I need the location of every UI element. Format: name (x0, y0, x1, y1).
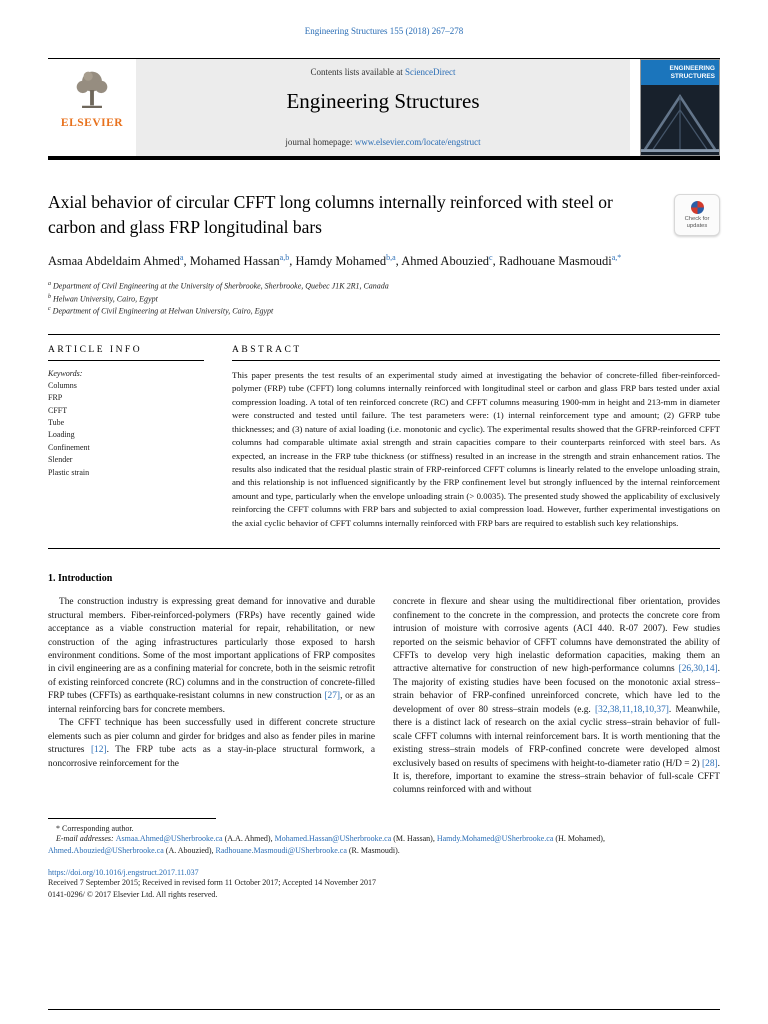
keyword-item: Slender (48, 455, 73, 465)
citation-link[interactable]: [28] (702, 758, 718, 769)
email-link[interactable]: Mohamed.Hassan@USherbrooke.ca (274, 833, 392, 843)
author (295, 254, 401, 268)
affiliation-text: Helwan University, Cairo, Egypt (51, 294, 158, 304)
body-column-right (393, 596, 720, 798)
cover-art-image (641, 85, 719, 155)
author-name: Ahmed Abouzied (401, 253, 490, 268)
article-info-heading: ARTICLE INFO (48, 345, 204, 361)
author-separator: , (289, 253, 296, 268)
doi-link[interactable]: https://doi.org/10.1016/j.engstruct.2017.11.037 (48, 867, 199, 877)
body-column-left (48, 596, 375, 798)
check-for-updates-badge[interactable] (674, 194, 720, 236)
email-owner: (M. Hassan), (391, 833, 437, 843)
elsevier-wordmark: ELSEVIER (60, 117, 124, 129)
keywords-label: Keywords: (48, 368, 83, 378)
contents-prefix: Contents lists available at (310, 67, 405, 77)
elsevier-logo (48, 59, 136, 156)
citation-link[interactable]: [12] (90, 745, 107, 756)
author (48, 254, 190, 268)
email-label: E-mail addresses: (56, 833, 116, 843)
affiliation-ref[interactable]: c (489, 252, 493, 262)
affiliation-marker: a (48, 280, 51, 287)
journal-homepage-link[interactable]: www.elsevier.com/locate/engstruct (354, 137, 481, 147)
abstract-heading: ABSTRACT (232, 345, 720, 361)
article-info-column (48, 345, 204, 530)
journal-cover-thumbnail (640, 59, 720, 156)
title-block (48, 190, 720, 240)
footnote-rule (48, 818, 216, 819)
affiliation (48, 293, 720, 306)
journal-citation: Engineering Structures 155 (2018) 267–278 (304, 26, 464, 36)
affiliation (48, 280, 720, 293)
sciencedirect-link[interactable]: ScienceDirect (405, 67, 456, 77)
keyword-item: Tube (48, 417, 65, 427)
affiliation-ref[interactable]: a,b (279, 252, 290, 262)
author-separator: , (183, 253, 190, 268)
cover-title-line1: ENGINEERING (669, 65, 715, 72)
email-link[interactable]: Radhouane.Masmoudi@USherbrooke.ca (215, 846, 347, 856)
affiliation-ref[interactable]: a (179, 252, 184, 262)
article-history: Received 7 September 2015; Received in revised form 11 October 2017; Accepted 14 November 2017 (48, 877, 377, 887)
abstract-text: This paper presents the test results of an experimental study aimed at investigating the behavior of concrete-filled fiber-reinforced-polymer (FRP) tube (CFFT) long columns internally reinforced with longitudinal steel or carbon and glass FRP bars tested under axial compression loading. A total of ten reinforced concrete (RC) and CFFT columns measuring 1900-mm in height and 213-mm in diameter were constructed and tested until failure. The test parameters were: (1) internal reinforcement type and amount; (2) GFRP tube thicknesses; and (3) nature of axial loading (i.e. monotonic and cyclic). The experimental results showed that the GFRP-reinforced CFFT columns had comparable ultimate axial strength and strain capacities compare to their counterparts reinforced with steel bars. As expected, an increase in the FRP tube thickness (or stiffness) resulted in an increase in the strength and strain enhancement ratios. The results also indicated that the residual plastic strain of FRP-reinforced CFFT columns is linearly related to the envelope unloading strain, and this relationship is not influenced significantly by the FRP confinement level but strongly influenced by the internal reinforcement amount and type, particularly when the envelope unloading strain (> 0.0035). The presented study showed the applicability of exclusively reinforcing the CFFT columns with FRP bars and subjected to axial compression load. However, further experimental investigations on the axial cyclic behavior of CFFT columns internally reinforced with FRP bars are required to establish such key relationships. (232, 369, 720, 528)
keyword-item: Confinement (48, 442, 90, 452)
keyword-item: Loading (48, 430, 75, 440)
journal-title: Engineering Structures (286, 89, 480, 113)
two-column-body (48, 596, 720, 798)
abstract-column (232, 345, 720, 530)
author (190, 254, 296, 268)
homepage-prefix: journal homepage: (285, 137, 355, 147)
email-link[interactable]: Asmaa.Ahmed@USherbrooke.ca (115, 833, 223, 843)
journal-masthead (48, 58, 720, 156)
keyword-item: Columns (48, 380, 77, 390)
doi-line (48, 868, 720, 877)
author-name: Hamdy Mohamed (295, 253, 387, 268)
homepage-line (285, 137, 480, 156)
email-owner: (R. Masmoudi). (346, 846, 400, 856)
body-paragraph: concrete in flexure and shear using the multidirectional fiber orientation, provides confinement to the concrete in the compression, and protects the concrete core from intrusion of moisture with corrosive agents (ACI 440. R-07 2007). Few studies reported on the seismic behavior of CFFT columns have demonstrated the ability of CFFTs to develop very high inelastic deformation capacities, making them an attractive alternative for construction of new high-performance columns [26,30,14]. The majority of existing studies have been focused on the monotonic axial stress–strain behavior of FRP-confined unreinforced concrete, which have led to the development of over 80 stress–strain models (e.g. [32,38,11,18,10,37]. Meanwhile, there is a distinct lack of research on the axial cyclic stress–strain behavior of full-scale CFFT columns with internal reinforcement bars. It is worth mentioning that the existing stress–strain models of FRP-confined concrete were developed almost exclusively based on results of specimens with height-to-diameter ratio (H/D = 2) [28]. It is, therefore, important to examine the stress–strain behavior of full-scale CFFT columns reinforced with and without (393, 597, 720, 796)
article-info-abstract-block (48, 334, 720, 549)
copyright-line: 0141-0296/ © 2017 Elsevier Ltd. All rights reserved. (48, 889, 218, 899)
affiliation-ref[interactable]: a,* (611, 252, 622, 262)
affiliation-text: Department of Civil Engineering at the University of Sherbrooke, Sherbrooke, Quebec J1K 2R1, Canada (51, 281, 389, 291)
check-badge-label: Check for updates (684, 215, 710, 229)
footnotes (48, 818, 720, 902)
email-owner: (A. Abouzied), (163, 846, 216, 856)
email-owner: (H. Mohamed), (553, 833, 605, 843)
affiliation (48, 305, 720, 318)
author-name: Radhouane Masmoudi (498, 253, 612, 268)
author (401, 254, 499, 268)
crossmark-icon (691, 201, 704, 214)
body-paragraph: The CFFT technique has been successfully used in different concrete structure elements such as pier column and girder for bridges and also as fender piles in marine structures [12]. The FRP tube acts as a stay-in-place structural formwork, a noncorrosive reinforcement for the (48, 718, 375, 769)
keyword-item: Plastic strain (48, 467, 90, 477)
email-link[interactable]: Ahmed.Abouzied@USherbrooke.ca (48, 846, 164, 856)
cover-title (641, 60, 719, 85)
email-owner: (A.A. Ahmed), (222, 833, 275, 843)
elsevier-tree-icon (69, 64, 115, 116)
affiliation-text: Department of Civil Engineering at Helwan University, Cairo, Egypt (50, 306, 274, 316)
body-paragraph: The construction industry is expressing great demand for innovative and durable structural members. Fiber-reinforced-polymers (FRPs) have recently gained wide acceptance as a viable construction material for repair, rehabilitation, or new construction of the aging infrastructures particularly those exposed to harsh environment conditions. Some of the most important applications of FRP composites in civil engineering are as a confining material for concrete, both in the seismic retrofit of existing reinforced concrete (RC) columns and in the construction of concrete-filled FRP tubes (CFFTs) as earthquake-resistant columns in new construction [27], or as an internal reinforcing bars for concrete members. (48, 597, 375, 715)
cover-title-line2: STRUCTURES (670, 73, 715, 81)
citation-link[interactable]: [27] (324, 691, 341, 702)
affiliation-marker: b (48, 293, 51, 300)
masthead-center (136, 59, 630, 156)
page-bottom-rule (48, 1009, 720, 1010)
author-list (48, 253, 720, 269)
introduction-section (48, 573, 720, 798)
author-name: Asmaa Abdeldaim Ahmed (48, 253, 180, 268)
author-name: Mohamed Hassan (189, 253, 280, 268)
affiliation-marker: c (48, 306, 51, 313)
affiliation-list (48, 280, 720, 318)
corresponding-author-note: * Corresponding author. (56, 823, 134, 833)
author-separator: , (492, 253, 499, 268)
affiliation-ref[interactable]: b,a (386, 252, 396, 262)
author (499, 254, 621, 268)
keyword-item: CFFT (48, 405, 68, 415)
masthead-divider (48, 156, 720, 160)
citation-link[interactable]: [32,38,11,18,10,37] (595, 704, 669, 715)
citation-link[interactable]: [26,30,14] (678, 664, 718, 675)
section-heading: 1. Introduction (48, 573, 113, 585)
email-link[interactable]: Hamdy.Mohamed@USherbrooke.ca (436, 833, 554, 843)
email-addresses-line (48, 833, 720, 858)
contents-line (311, 67, 456, 77)
article-title: Axial behavior of circular CFFT long columns internally reinforced with steel or carbon and glass FRP longitudinal bars (48, 192, 613, 237)
keyword-item: FRP (48, 393, 63, 403)
author-separator: , (395, 253, 402, 268)
